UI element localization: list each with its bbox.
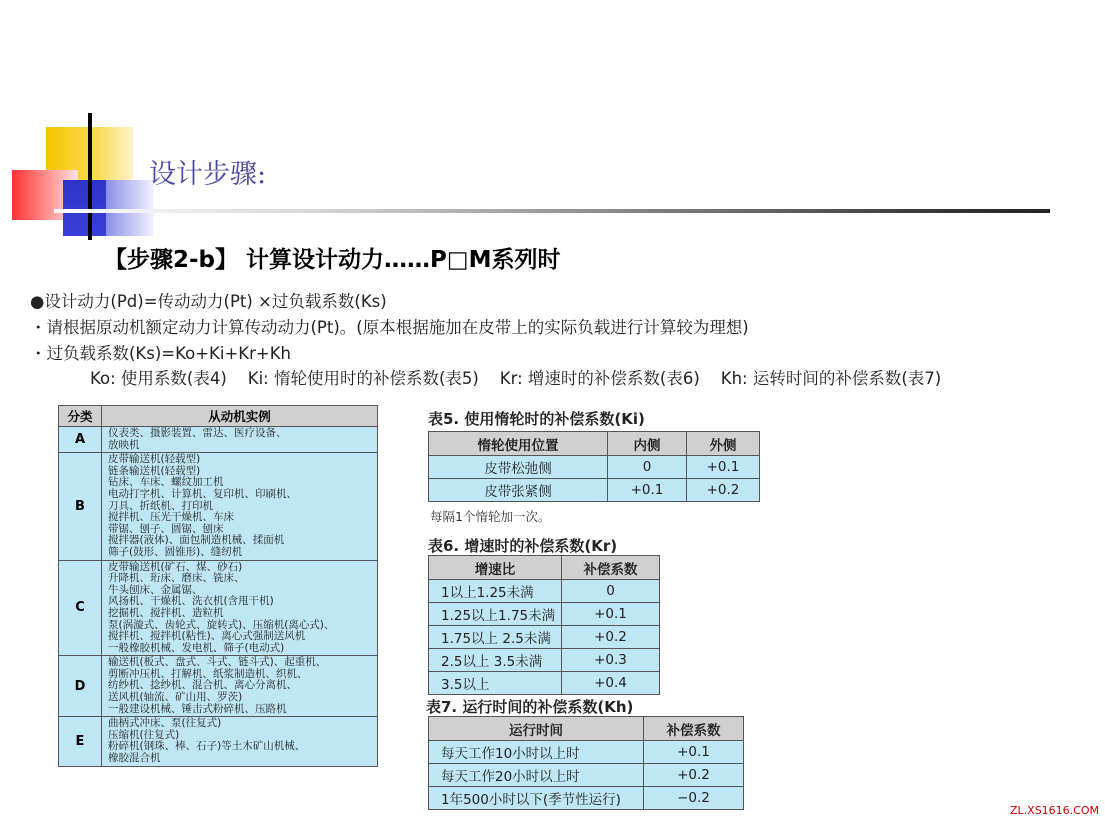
overload-formula-line: ・过负载系数(Ks)=Ko+Ki+Kr+Kh: [30, 344, 291, 363]
table6-header-coef: 补偿系数: [562, 556, 660, 580]
table-row: [429, 787, 744, 810]
example-line: 刀具、折纸机、打印机: [108, 499, 213, 512]
example-line: 压缩机(往复式): [108, 728, 180, 741]
examples-cell: [102, 453, 378, 560]
example-line: 皮带输送机(轻载型): [108, 453, 201, 466]
table-row: [429, 649, 660, 672]
examples-cell: [102, 717, 378, 766]
example-line: 搅拌器(液体)、面包制造机械、揉面机: [108, 534, 285, 547]
table7-caption: 表7. 运行时间的补偿系数(Kh): [426, 698, 634, 716]
example-line: 牛头刨床、金属锯、: [108, 583, 203, 596]
table6-header-ratio: 增速比: [429, 556, 562, 580]
table-row: [429, 580, 660, 603]
example-line: 风扬机、干燥机、洗衣机(含甩干机): [108, 595, 274, 608]
example-line: 挖掘机、搅拌机、造粒机: [108, 606, 224, 619]
formula-line: ●设计动力(Pd)=传动动力(Pt) ×过负载系数(Ks): [30, 292, 387, 311]
table7-header-coef: 补偿系数: [644, 717, 744, 741]
example-line: 粉碎机(钢珠、棒、石子)等土木矿山机械、: [108, 740, 306, 753]
example-line: 纺纱机、捻纱机、混合机、离心分离机、: [108, 679, 297, 692]
table-row: [429, 764, 744, 787]
table5-header-inner: 内侧: [608, 432, 687, 456]
table-cell: 1年500小时以下(季节性运行): [429, 787, 644, 810]
step-heading: 【步骤2-b】 计算设计动力……P□M系列时: [104, 247, 561, 273]
example-line: 带锯、刨子、圆锯、刨床: [108, 522, 224, 535]
table-driven-machines: [58, 405, 378, 767]
table-cell: 每天工作20小时以上时: [429, 764, 644, 787]
table-row: [59, 656, 378, 717]
examples-cell: [102, 656, 378, 717]
table5-note: 每隔1个惰轮加一次。: [430, 509, 551, 524]
category-cell: A: [59, 427, 102, 453]
table-cell: 1.75以上 2.5未满: [429, 626, 562, 649]
table-row: [429, 603, 660, 626]
category-cell: B: [59, 453, 102, 560]
example-line: 放映机: [108, 438, 140, 451]
table-cell: +0.1: [562, 603, 660, 626]
examples-cell: [102, 560, 378, 656]
example-line: 升降机、珩床、磨床、铣床、: [108, 572, 245, 585]
table6: [428, 555, 660, 695]
table-row: [429, 626, 660, 649]
logo-vertical-line: [88, 113, 92, 240]
table-row: [429, 741, 744, 764]
coefficient-legend-line: Ko: 使用系数(表4) Ki: 惰轮使用时的补偿系数(表5) Kr: 增速时的补偿系数(表6) Kh: 运转时间的补偿系数(表7): [90, 369, 942, 388]
example-line: 橡胶混合机: [108, 752, 161, 765]
example-line: 曲柄式冲床、泵(往复式): [108, 717, 222, 730]
table-cell: 皮带张紧侧: [429, 479, 608, 502]
table-cell: 3.5以上: [429, 672, 562, 695]
example-line: 皮带输送机(矿石、煤、砂石): [108, 560, 243, 573]
table-row: [59, 427, 378, 453]
table-row: [429, 479, 760, 502]
examples-cell: [102, 427, 378, 453]
table-cell: +0.1: [608, 479, 687, 502]
example-line: 链条输送机(轻载型): [108, 464, 201, 477]
table-cell: −0.2: [644, 787, 744, 810]
example-line: 搅拌机、搅拌机(粘性)、离心式强制送风机: [108, 630, 306, 643]
table-cell: +0.1: [687, 456, 760, 479]
example-line: 剪断冲压机、打解机、纸浆制造机、织机、: [108, 667, 308, 680]
example-line: 送风机(轴流、矿山用、罗茨): [108, 691, 243, 704]
logo-light-blue-square: [106, 180, 154, 236]
table-cell: 0: [562, 580, 660, 603]
table-cell: +0.2: [562, 626, 660, 649]
example-line: 电动打字机、计算机、复印机、印刷机、: [108, 487, 297, 500]
example-line: 搅拌机、压光干燥机、车床: [108, 511, 234, 524]
title-underline: [54, 209, 1050, 213]
table-cell: +0.2: [687, 479, 760, 502]
table-row: [59, 453, 378, 560]
table-header-category: 分类: [59, 406, 102, 427]
table-cell: 每天工作10小时以上时: [429, 741, 644, 764]
table-cell: 2.5以上 3.5未满: [429, 649, 562, 672]
table-cell: 0: [608, 456, 687, 479]
example-line: 一般建设机械、锤击式粉碎机、压路机: [108, 702, 287, 715]
table-header-examples: 从动机实例: [102, 406, 378, 427]
table-cell: 1以上1.25未满: [429, 580, 562, 603]
table-row: [59, 560, 378, 656]
category-cell: D: [59, 656, 102, 717]
slide-title: 设计步骤:: [149, 159, 267, 190]
table5: [428, 431, 760, 502]
table-cell: +0.3: [562, 649, 660, 672]
table-cell: +0.1: [644, 741, 744, 764]
example-line: 泵(涡漩式、齿轮式、旋转式)、压缩机(离心式)、: [108, 618, 335, 631]
category-cell: C: [59, 560, 102, 656]
example-line: 一般橡胶机械、发电机、筛子(电动式): [108, 641, 285, 654]
table-cell: 1.25以上1.75未满: [429, 603, 562, 626]
table-row: [59, 717, 378, 766]
table-cell: +0.4: [562, 672, 660, 695]
footer-watermark: ZL.XS1616.COM: [1010, 804, 1099, 817]
table7: [428, 716, 744, 810]
table-cell: 皮带松弛侧: [429, 456, 608, 479]
table-cell: +0.2: [644, 764, 744, 787]
table-row: [429, 456, 760, 479]
example-line: 筛子(鼓形、圆锥形)、缝纫机: [108, 545, 243, 558]
table5-header-position: 惰轮使用位置: [429, 432, 608, 456]
instruction-line: ・请根据原动机额定动力计算传动动力(Pt)。(原本根据施加在皮带上的实际负载进行计算较为理想): [30, 318, 749, 337]
table5-header-outer: 外侧: [687, 432, 760, 456]
logo-blue-square: [63, 180, 106, 236]
category-cell: E: [59, 717, 102, 766]
example-line: 钻床、车床、螺纹加工机: [108, 476, 224, 489]
table-row: [429, 672, 660, 695]
table5-caption: 表5. 使用惰轮时的补偿系数(Ki): [428, 410, 645, 428]
table7-header-time: 运行时间: [429, 717, 644, 741]
example-line: 仪表类、摄影装置、雷达、医疗设备、: [108, 427, 287, 439]
table6-caption: 表6. 增速时的补偿系数(Kr): [428, 537, 618, 555]
example-line: 输送机(板式、盘式、斗式、链斗式)、起重机、: [108, 656, 327, 669]
